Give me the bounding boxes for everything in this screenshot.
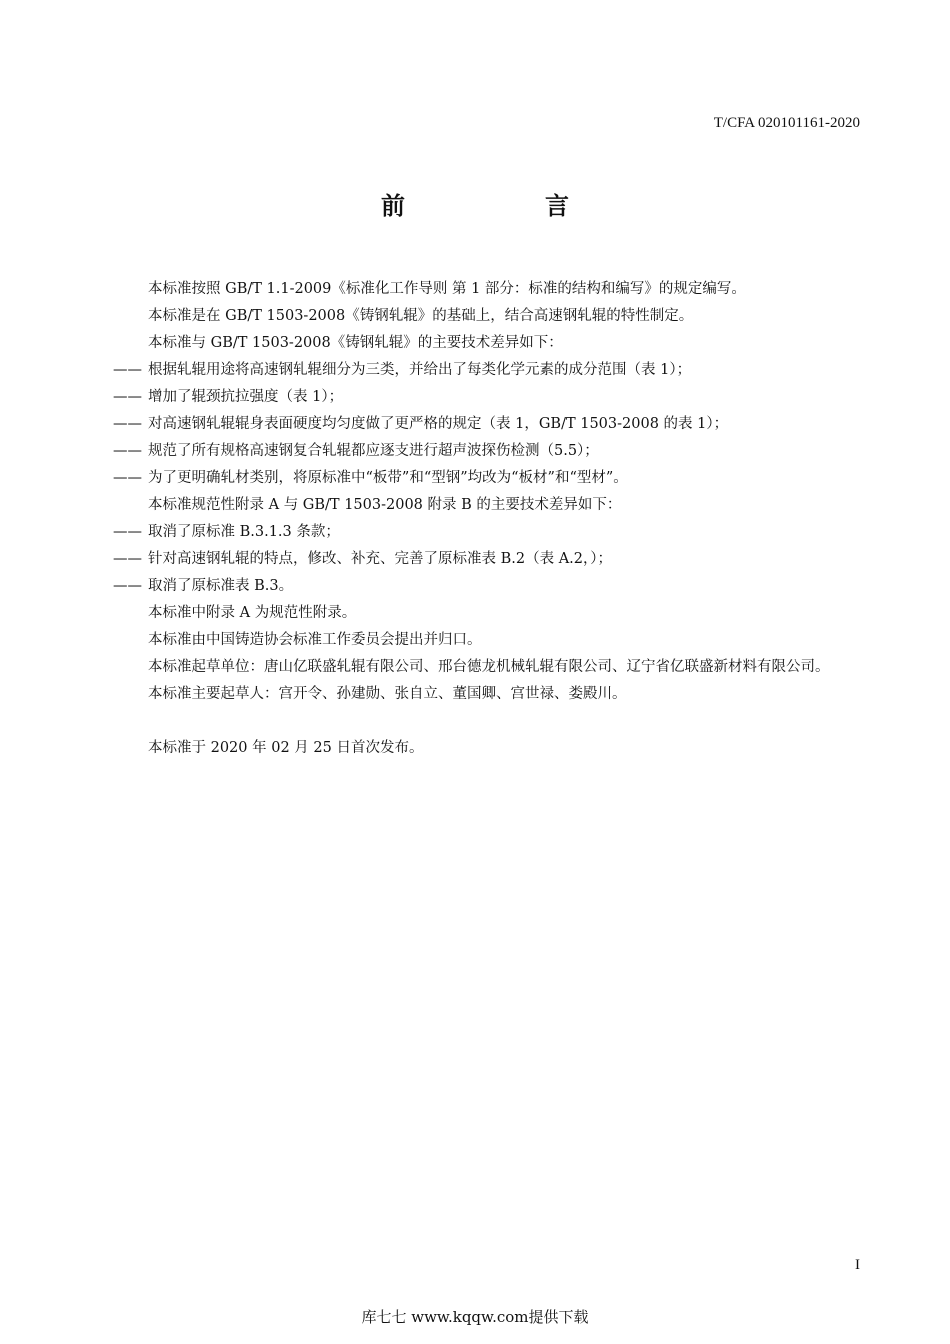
document-body	[113, 276, 853, 762]
page-number: I	[855, 1257, 860, 1273]
list-item	[113, 384, 853, 411]
list-item-text: 对高速钢轧辊辊身表面硬度均匀度做了更严格的规定（表 1，GB/T 1503-2008 的表 1）；	[148, 416, 729, 432]
list-item	[113, 519, 853, 546]
dash-marker: ——	[113, 362, 142, 378]
list-item-text: 取消了原标准表 B.3。	[148, 578, 294, 594]
list-item-text: 规范了所有规格高速钢复合轧辊都应逐支进行超声波探伤检测（5.5）；	[148, 443, 599, 459]
dash-marker: ——	[113, 389, 142, 405]
release-date: 本标准于 2020 年 02 月 25 日首次发布。	[148, 740, 424, 756]
list-item	[113, 357, 853, 384]
dash-marker: ——	[113, 524, 142, 540]
paragraph: 本标准规范性附录 A 与 GB/T 1503-2008 附录 B 的主要技术差异如下：	[148, 497, 622, 513]
paragraph: 本标准与 GB/T 1503-2008《铸钢轧辊》的主要技术差异如下：	[148, 335, 563, 351]
list-item-text: 针对高速钢轧辊的特点，修改、补充、完善了原标准表 B.2（表 A.2，）；	[148, 551, 613, 567]
list-item-text: 增加了辊颈抗拉强度（表 1）；	[148, 389, 344, 405]
paragraph: 本标准起草单位：唐山亿联盛轧辊有限公司、邢台德龙机械轧辊有限公司、辽宁省亿联盛新材料有限公司。	[148, 659, 830, 675]
list-item-text: 为了更明确轧材类别，将原标准中“板带”和“型钢”均改为“板材”和“型材”。	[148, 470, 628, 486]
dash-marker: ——	[113, 443, 142, 459]
paragraph: 本标准主要起草人：宫开令、孙建勋、张自立、董国卿、宫世禄、娄殿川。	[148, 686, 627, 702]
standard-code: T/CFA 020101161-2020	[713, 115, 860, 131]
paragraph: 本标准由中国铸造协会标准工作委员会提出并归口。	[148, 632, 482, 648]
page-title: 前 言	[381, 191, 627, 220]
spacer	[113, 708, 853, 735]
paragraph: 本标准按照 GB/T 1.1-2009《标准化工作导则 第 1 部分：标准的结构和编写》的规定编写。	[148, 281, 746, 297]
dash-marker: ——	[113, 578, 142, 594]
dash-marker: ——	[113, 551, 142, 567]
dash-marker: ——	[113, 416, 142, 432]
dash-marker: ——	[113, 470, 142, 486]
list-item	[113, 546, 853, 573]
list-item-text: 根据轧辊用途将高速钢轧辊细分为三类，并给出了每类化学元素的成分范围（表 1）；	[148, 362, 692, 378]
paragraph: 本标准中附录 A 为规范性附录。	[148, 605, 357, 621]
footer-watermark: 库七七 www.kqqw.com提供下载	[361, 1308, 589, 1326]
paragraph: 本标准是在 GB/T 1503-2008《铸钢轧辊》的基础上，结合高速钢轧辊的特性制定。	[148, 308, 694, 324]
list-item	[113, 573, 853, 600]
list-item-text: 取消了原标准 B.3.1.3 条款；	[148, 524, 340, 540]
list-item	[113, 438, 853, 465]
list-item	[113, 411, 853, 438]
list-item	[113, 465, 853, 492]
